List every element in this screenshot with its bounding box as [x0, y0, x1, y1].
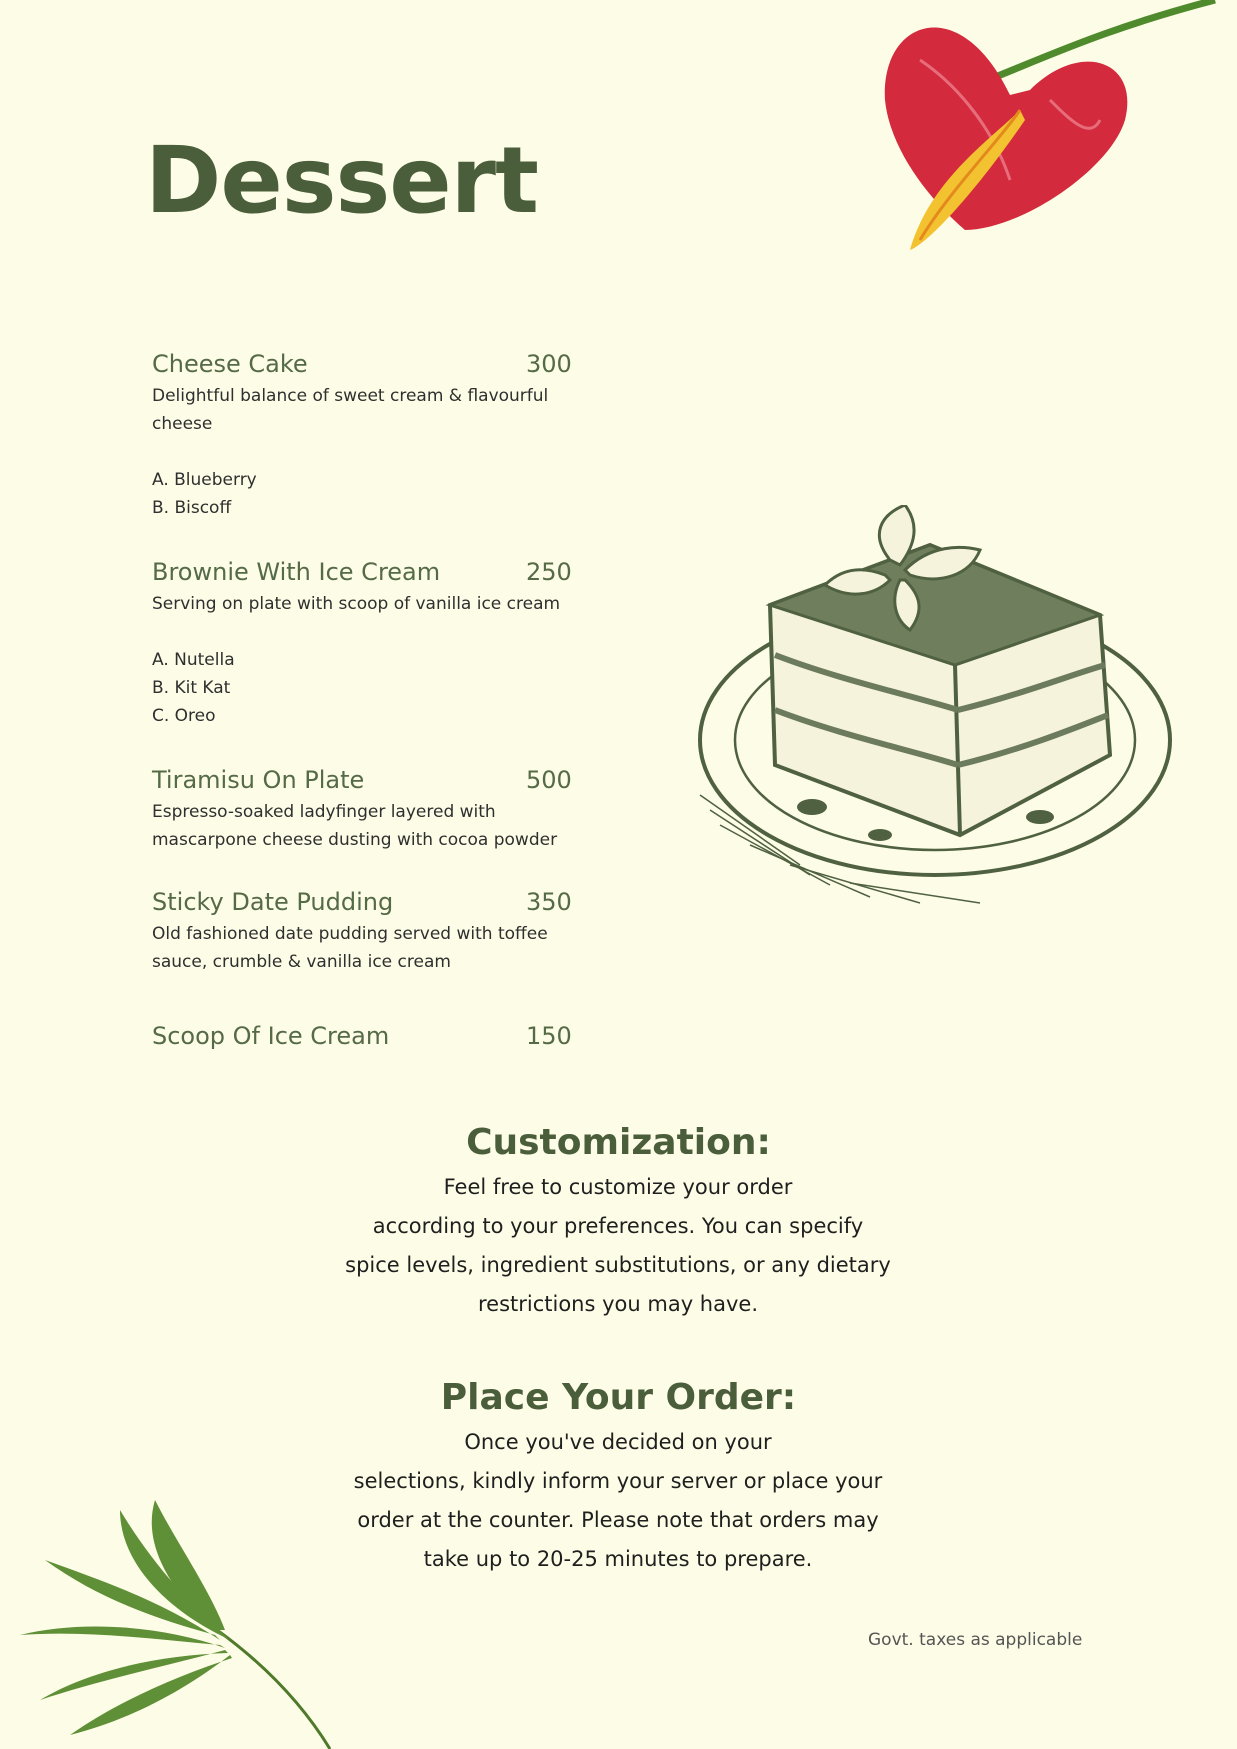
taxes-note: Govt. taxes as applicable [868, 1630, 1083, 1650]
item-option: A. Nutella [152, 650, 235, 670]
item-option: B. Kit Kat [152, 678, 231, 698]
customization-line: restrictions you may have. [477, 1292, 758, 1316]
item-price-ice-cream: 150 [526, 1022, 572, 1050]
item-name-tiramisu: Tiramisu On Plate [152, 766, 365, 794]
order-line: order at the counter. Please note that orders may [357, 1508, 879, 1532]
item-description: Serving on plate with scoop of vanilla ice cream [152, 594, 561, 614]
item-price-tiramisu: 500 [526, 766, 572, 794]
item-name-ice-cream: Scoop Of Ice Cream [152, 1022, 390, 1050]
customization-line: according to your preferences. You can specify [372, 1214, 864, 1238]
item-description: sauce, crumble & vanilla ice cream [152, 952, 451, 972]
item-description: cheese [152, 414, 213, 434]
customization-line: spice levels, ingredient substitutions, or any dietary [345, 1253, 891, 1277]
item-description: Delightful balance of sweet cream & flavourful [152, 386, 549, 406]
item-price-cheese-cake: 300 [526, 350, 572, 378]
order-line: take up to 20-25 minutes to prepare. [423, 1547, 813, 1571]
order-line: Once you've decided on your [464, 1430, 772, 1454]
item-description: Espresso-soaked ladyfinger layered with [152, 802, 496, 822]
item-name-brownie: Brownie With Ice Cream [152, 558, 441, 586]
customization-line: Feel free to customize your order [443, 1175, 793, 1199]
palm-leaf-icon [10, 1490, 340, 1749]
item-name-cheese-cake: Cheese Cake [152, 350, 308, 378]
page-title: Dessert [145, 127, 539, 234]
item-option: B. Biscoff [152, 498, 232, 518]
item-description: mascarpone cheese dusting with cocoa powder [152, 830, 558, 850]
order-line: selections, kindly inform your server or place your [353, 1469, 883, 1493]
item-name-sticky-date: Sticky Date Pudding [152, 888, 394, 916]
anthurium-flower-icon [870, 0, 1220, 270]
item-option: C. Oreo [152, 706, 216, 726]
order-heading: Place Your Order: [440, 1377, 797, 1418]
item-price-sticky-date: 350 [526, 888, 572, 916]
item-option: A. Blueberry [152, 470, 257, 490]
item-description: Old fashioned date pudding served with toffee [152, 924, 548, 944]
item-price-brownie: 250 [526, 558, 572, 586]
customization-heading: Customization: [466, 1122, 771, 1163]
tiramisu-cake-illustration [690, 505, 1180, 915]
